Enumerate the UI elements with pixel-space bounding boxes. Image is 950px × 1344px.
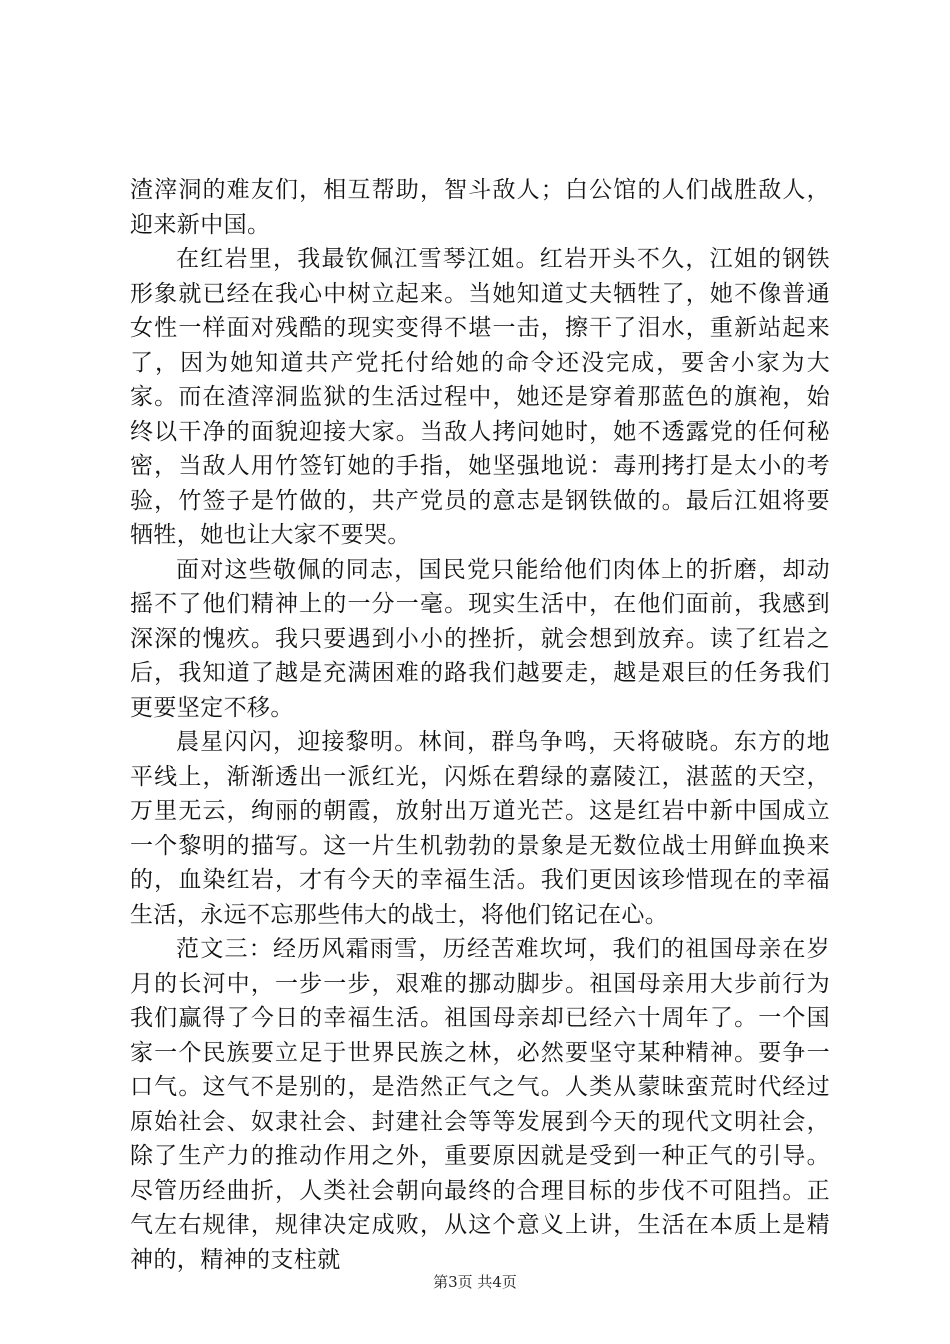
- paragraph-1: 渣滓洞的难友们，相互帮助，智斗敌人；白公馆的人们战胜敌人，迎来新中国。: [130, 177, 830, 238]
- paragraph-3: 面对这些敬佩的同志，国民党只能给他们肉体上的折磨，却动摇不了他们精神上的一分一毫。现实生活中，在他们面前，我感到深深的愧疚。我只要遇到小小的挫折，就会想到放弃。读了红岩之后，我知道了越是充满困难的路我们越要走，越是艰巨的任务我们更要坚定不移。: [130, 556, 830, 721]
- paragraph-5: 范文三：经历风霜雨雪，历经苦难坎坷，我们的祖国母亲在岁月的长河中，一步一步，艰难的挪动脚步。祖国母亲用大步前行为我们赢得了今日的幸福生活。祖国母亲却已经六十周年了。一个国家一个民族要立足于世界民族之林，必然要坚守某种精神。要争一口气。这气不是别的，是浩然正气之气。人类从蒙昧蛮荒时代经过原始社会、奴隶社会、封建社会等等发展到今天的现代文明社会，除了生产力的推动作用之外，重要原因就是受到一种正气的引导。尽管历经曲折，人类社会朝向最终的合理目标的步伐不可阻挡。正气左右规律，规律决定成败，从这个意义上讲，生活在本质上是精神的，精神的支柱就: [130, 936, 830, 1273]
- body-text: [130, 173, 830, 1277]
- page-number: 第3页 共4页: [433, 1273, 517, 1291]
- paragraph-4: 晨星闪闪，迎接黎明。林间，群鸟争鸣，天将破晓。东方的地平线上，渐渐透出一派红光，闪烁在碧绿的嘉陵江，湛蓝的天空，万里无云，绚丽的朝霞，放射出万道光芒。这是红岩中新中国成立一个黎明的描写。这一片生机勃勃的景象是无数位战士用鲜血换来的，血染红岩，才有今天的幸福生活。我们更因该珍惜现在的幸福生活，永远不忘那些伟大的战士，将他们铭记在心。: [130, 729, 830, 928]
- page-footer: [0, 1272, 950, 1292]
- paragraph-2: 在红岩里，我最钦佩江雪琴江姐。红岩开头不久，江姐的钢铁形象就已经在我心中树立起来。当她知道丈夫牺牲了，她不像普通女性一样面对残酷的现实变得不堪一击，擦干了泪水，重新站起来了，因为她知道共产党托付给她的命令还没完成，要舍小家为大家。而在渣滓洞监狱的生活过程中，她还是穿着那蓝色的旗袍，始终以干净的面貌迎接大家。当敌人拷问她时，她不透露党的任何秘密，当敌人用竹签钉她的手指，她坚强地说：毒刑拷打是太小的考验，竹签子是竹做的，共产党员的意志是钢铁做的。最后江姐将要牺牲，她也让大家不要哭。: [130, 246, 830, 548]
